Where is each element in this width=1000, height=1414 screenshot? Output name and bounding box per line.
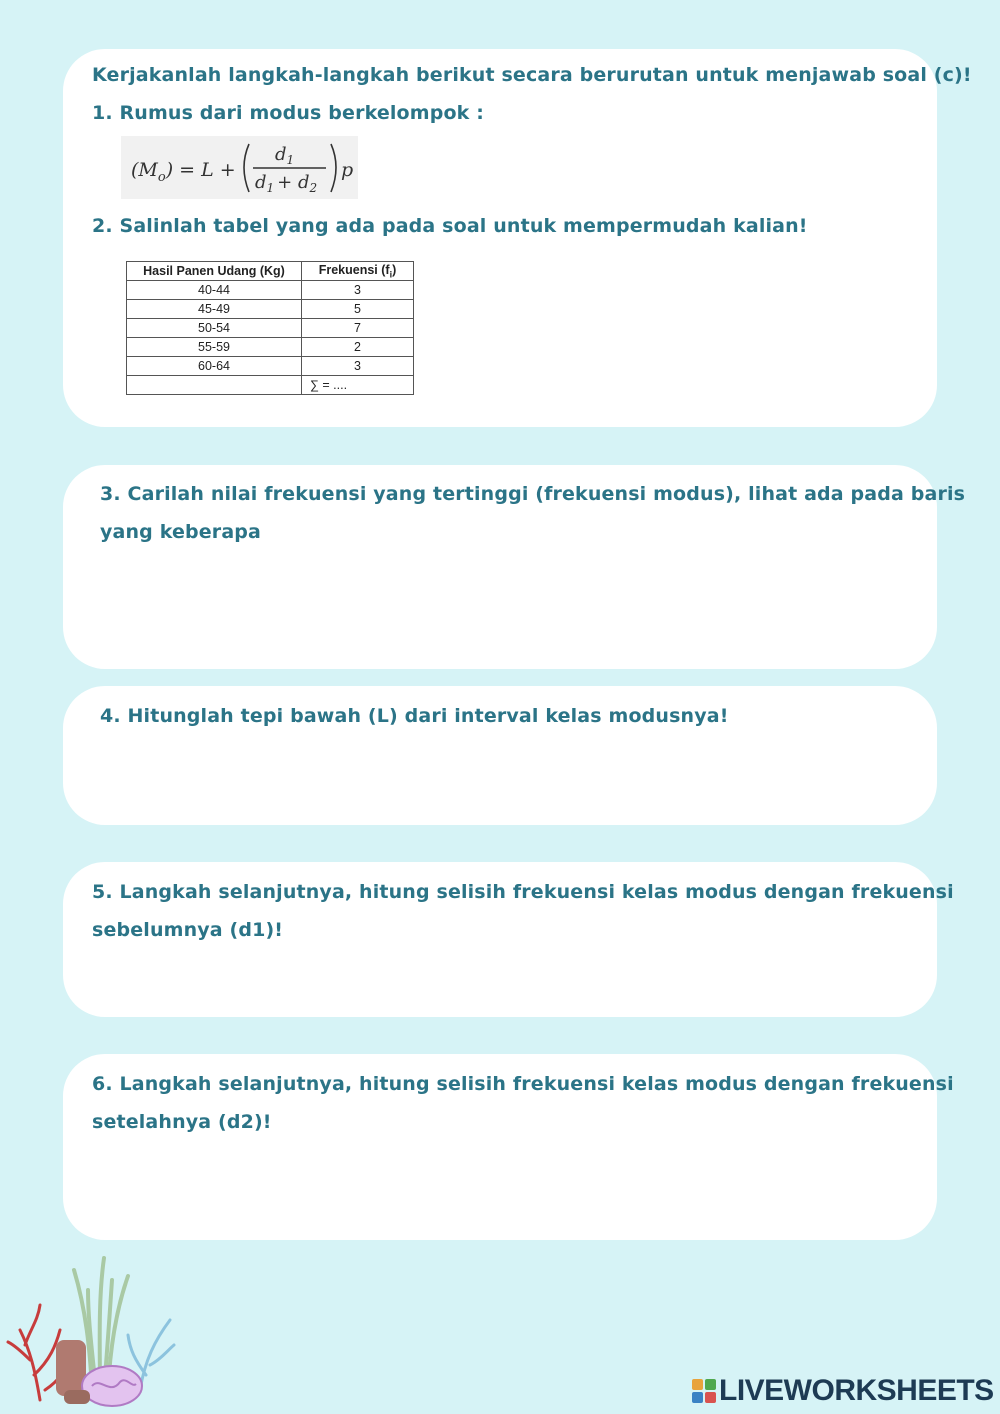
table-cell-interval: 50-54 (127, 319, 302, 338)
table-cell-frequency: 5 (302, 300, 414, 319)
table-row (127, 300, 414, 319)
card-steps-1-2 (63, 49, 972, 427)
table-cell-interval: 60-64 (127, 357, 302, 376)
table-cell-frequency: 7 (302, 319, 414, 338)
liveworksheets-logo-icon (692, 1379, 716, 1403)
mode-formula (121, 136, 358, 199)
step-1-text: 1. Rumus dari modus berkelompok : (92, 102, 484, 124)
coral-brain (82, 1366, 142, 1406)
step-3-text: 3. Carilah nilai frekuensi yang tertinggi (frekuensi modus), lihat ada pada baris (100, 483, 966, 505)
card-step-6 (63, 1054, 954, 1240)
table-header-harvest: Hasil Panen Udang (Kg) (127, 262, 302, 281)
table-cell-sum: ∑ = .... (302, 376, 414, 395)
table-cell-frequency: 2 (302, 338, 414, 357)
table-row (127, 281, 414, 300)
step-4-text: 4. Hitunglah tepi bawah (L) dari interval kelas modusnya! (100, 705, 729, 727)
table-cell-interval: 55-59 (127, 338, 302, 357)
table-row (127, 357, 414, 376)
brand-name: LIVEWORKSHEETS (719, 1374, 994, 1407)
formula-numerator: $d_1$ (275, 144, 295, 167)
formula-multiplier: p (341, 159, 354, 181)
step-2-text: 2. Salinlah tabel yang ada pada soal untuk mempermudah kalian! (92, 215, 808, 237)
table-row (127, 338, 414, 357)
table-cell-frequency: 3 (302, 281, 414, 300)
frequency-table (126, 261, 414, 395)
step-3-text-cont: yang keberapa (100, 521, 262, 543)
card-step-5 (63, 862, 954, 1017)
paren-right (331, 144, 336, 192)
table-header-frequency: Frekuensi $(f_i)$ (302, 262, 414, 281)
table-cell-frequency: 3 (302, 357, 414, 376)
instruction-text: Kerjakanlah langkah-langkah berikut secara berurutan untuk menjawab soal (c)! (92, 64, 972, 86)
step-6-text: 6. Langkah selanjutnya, hitung selisih frekuensi kelas modus dengan frekuensi (92, 1073, 954, 1095)
table-cell-interval: 40-44 (127, 281, 302, 300)
card-step-4 (63, 686, 937, 825)
table-cell-empty (127, 376, 302, 395)
paren-left (244, 144, 249, 192)
coral-illustration (0, 1250, 190, 1414)
table-row (127, 319, 414, 338)
table-cell-interval: 45-49 (127, 300, 302, 319)
formula-lhs: $(M_o) = L$ + (131, 159, 236, 185)
table-sum-row (127, 376, 414, 395)
liveworksheets-brand (692, 1374, 994, 1408)
formula-denominator: $d_1 + d_2$ (255, 172, 318, 195)
step-5-text: 5. Langkah selanjutnya, hitung selisih frekuensi kelas modus dengan frekuensi (92, 881, 954, 903)
step-6-text-cont: setelahnya (d2)! (92, 1111, 272, 1133)
table-header-row (127, 262, 414, 281)
step-5-text-cont: sebelumnya (d1)! (92, 919, 284, 941)
card-step-3 (63, 465, 966, 669)
